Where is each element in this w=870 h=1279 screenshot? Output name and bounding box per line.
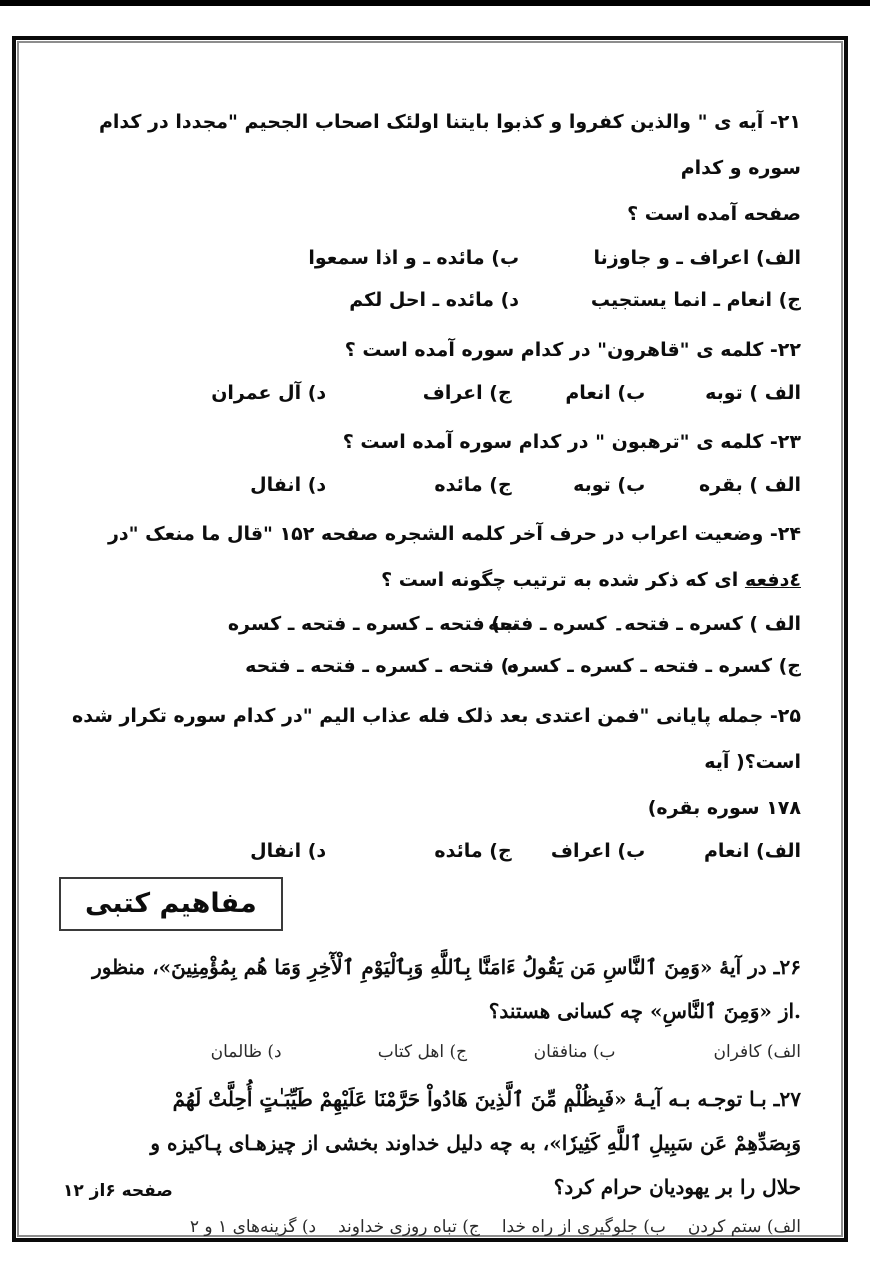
q27-option-dal: د) گزینه‌های ۱ و ۲ [189,1217,317,1237]
q24-option-dal: د) فتحه ـ کسره ـ فتحه ـ فتحه [245,655,520,677]
q22-option-dal: د) آل عمران [211,382,327,404]
question-24-text-line2 [59,557,801,603]
question-27-options [59,1209,801,1245]
question-23-options [59,465,801,505]
question-27 [59,1077,801,1245]
question-24-options [59,603,801,687]
q24-option-be: ب) فتحه ـ کسره ـ فتحه ـ کسره [227,613,520,635]
question-21 [59,99,801,321]
q27-option-be: ب) جلوگیری از راه خدا [501,1217,666,1237]
question-24-text-line1: ۲۴- وضعیت اعراب در حرف آخر کلمه الشجره صفحه ۱۵۲ "قال ما منعک "در [107,523,801,545]
question-23-text: ۲۳- کلمه ی "ترهبون " در کدام سوره آمده است ؟ [342,431,801,453]
q23-option-jim: ج) مائده [434,474,512,496]
q21-option-jim: ج) انعام ـ انما یستجیب [590,289,801,311]
page-border [12,36,848,1242]
question-25-text-line1: ۲۵- جمله پایانی "فمن اعتدی بعد ذلک فله عذاب الیم "در کدام سوره تکرار شده است؟( آیه [72,705,801,773]
section-header-box: مفاهیم کتبی [59,877,283,931]
q21-option-be: ب) مائده ـ و اذا سمعوا [308,247,520,269]
q25-option-dal: د) انفال [250,840,327,862]
underlined-count: ٤دفعه [744,569,801,591]
question-25 [59,693,801,871]
question-23 [59,419,801,505]
q27-option-jim: ج) تباه روزی خداوند [338,1217,480,1237]
question-22-options [59,373,801,413]
q21-option-alef: الف) اعراف ـ و جاوزنا [593,247,801,269]
question-21-text-line1: ۲۱- آیه ی " والذین کفروا و کذبوا بایتنا اولئک اصحاب الجحیم "مجددا در کدام سوره و کدام [98,111,801,179]
question-26-text-line2: .از «وَمِنَ ٱلنَّاسِ» چه کسانی هستند؟ [488,999,801,1023]
question-22 [59,327,801,413]
question-27-text-line3: حلال را بر یهودیان حرام کرد؟ [553,1175,801,1199]
scan-top-bar [0,0,870,6]
q23-option-be: ب) توبه [573,474,646,496]
question-27-text-line1: ۲۷ـ بـا توجـه بـه آیـهٔ «فَبِظُلْمٖ مِّنَ ٱلَّذِینَ هَادُواْ حَرَّمْنَا عَلَیْهِمْ طَیِّبَـٰتٍ أُحِلَّتْ لَهُمْ [172,1087,801,1111]
q22-option-jim: ج) اعراف [422,382,512,404]
question-24-text-line2-rest: ای که ذکر شده به ترتیب چگونه است ؟ [381,569,745,591]
question-22-text: ۲۲- کلمه ی "قاهرون" در کدام سوره آمده است ؟ [344,339,801,361]
question-24 [59,511,801,687]
q26-option-be: ب) منافقان [533,1042,616,1062]
q27-option-alef: الف) ستم کردن [687,1217,801,1237]
q21-option-dal: د) مائده ـ احل لکم [349,289,520,311]
exam-page-content [19,43,841,1235]
q26-option-alef: الف) کافران [713,1042,801,1062]
q22-option-be: ب) انعام [565,382,646,404]
question-21-options [59,237,801,321]
q26-option-dal: د) ظالمان [210,1042,282,1062]
question-21-text-line2: صفحه آمده است ؟ [627,203,801,225]
page-number: صفحه ۶از ۱۲ [63,1181,173,1201]
q23-option-alef: الف ) بقره [698,474,801,496]
question-27-text-line2: وَبِصَدِّهِمْ عَن سَبِیلِ ٱللَّهِ کَثِیرٗا»، به چه دلیل خداوند بخشی از چیزهـای پـاکیزه و [150,1131,801,1155]
q24-option-alef: الف ) کسره ـ فتحه۔ کسره ـ فتحه [487,613,801,635]
question-25-text-line2: ۱۷۸ سوره بقره) [647,797,801,819]
question-26-text-line1: ۲۶ـ در آیهٔ «وَمِنَ ٱلنَّاسِ مَن یَقُولُ ءَامَنَّا بِٱللَّهِ وَبِٱلْیَوْمِ ٱلْأٓخِرِ وَمَا هُم بِمُؤْمِنِینَ»، منظور [92,955,801,979]
question-25-options [59,831,801,871]
q25-option-be: ب) اعراف [550,840,646,862]
q24-option-jim: ج) کسره ـ فتحه ـ کسره ـ کسره [507,655,801,677]
q22-option-alef: الف ) توبه [705,382,801,404]
q23-option-dal: د) انفال [250,474,327,496]
question-26-options [59,1033,801,1071]
q25-option-alef: الف) انعام [703,840,801,862]
q26-option-jim: ج) اهل کتاب [377,1042,468,1062]
page-border-inner [17,41,843,1237]
q25-option-jim: ج) مائده [434,840,512,862]
question-26 [59,945,801,1071]
